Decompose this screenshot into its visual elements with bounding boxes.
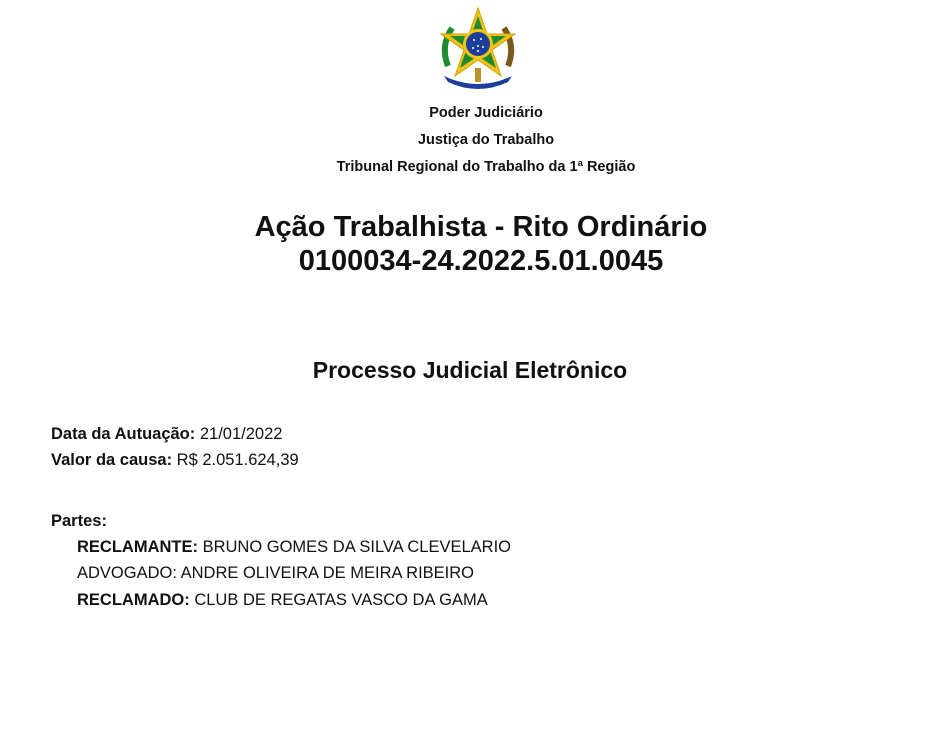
page-title-action: Ação Trabalhista - Rito Ordinário bbox=[254, 211, 708, 243]
page-subtitle: Processo Judicial Eletrônico bbox=[312, 357, 628, 383]
defendant-label: RECLAMADO: bbox=[77, 591, 190, 609]
claimant-value: BRUNO GOMES DA SILVA CLEVELARIO bbox=[202, 538, 511, 556]
parties-heading: Partes: bbox=[51, 512, 107, 530]
defendant-row bbox=[77, 590, 488, 610]
claim-value-row bbox=[51, 450, 299, 470]
claimant-row bbox=[77, 537, 511, 557]
brazil-coat-of-arms-icon bbox=[434, 6, 522, 90]
defendant-value: CLUB DE REGATAS VASCO DA GAMA bbox=[194, 591, 488, 609]
header-line-regional-tribunal: Tribunal Regional do Trabalho da 1ª Região bbox=[336, 159, 636, 175]
header-line-judiciary: Poder Judiciário bbox=[429, 105, 543, 121]
filing-date-row bbox=[51, 424, 282, 444]
claimant-label: RECLAMANTE: bbox=[77, 538, 198, 556]
claim-value-value: R$ 2.051.624,39 bbox=[176, 451, 299, 469]
page-title-process-number: 0100034-24.2022.5.01.0045 bbox=[298, 245, 664, 277]
header-line-labor-court: Justiça do Trabalho bbox=[417, 132, 555, 148]
filing-date-value: 21/01/2022 bbox=[199, 425, 283, 443]
lawyer-row: ADVOGADO: ANDRE OLIVEIRA DE MEIRA RIBEIRO bbox=[77, 564, 475, 582]
claim-value-label: Valor da causa: bbox=[51, 451, 173, 469]
filing-date-label: Data da Autuação: bbox=[51, 425, 196, 443]
